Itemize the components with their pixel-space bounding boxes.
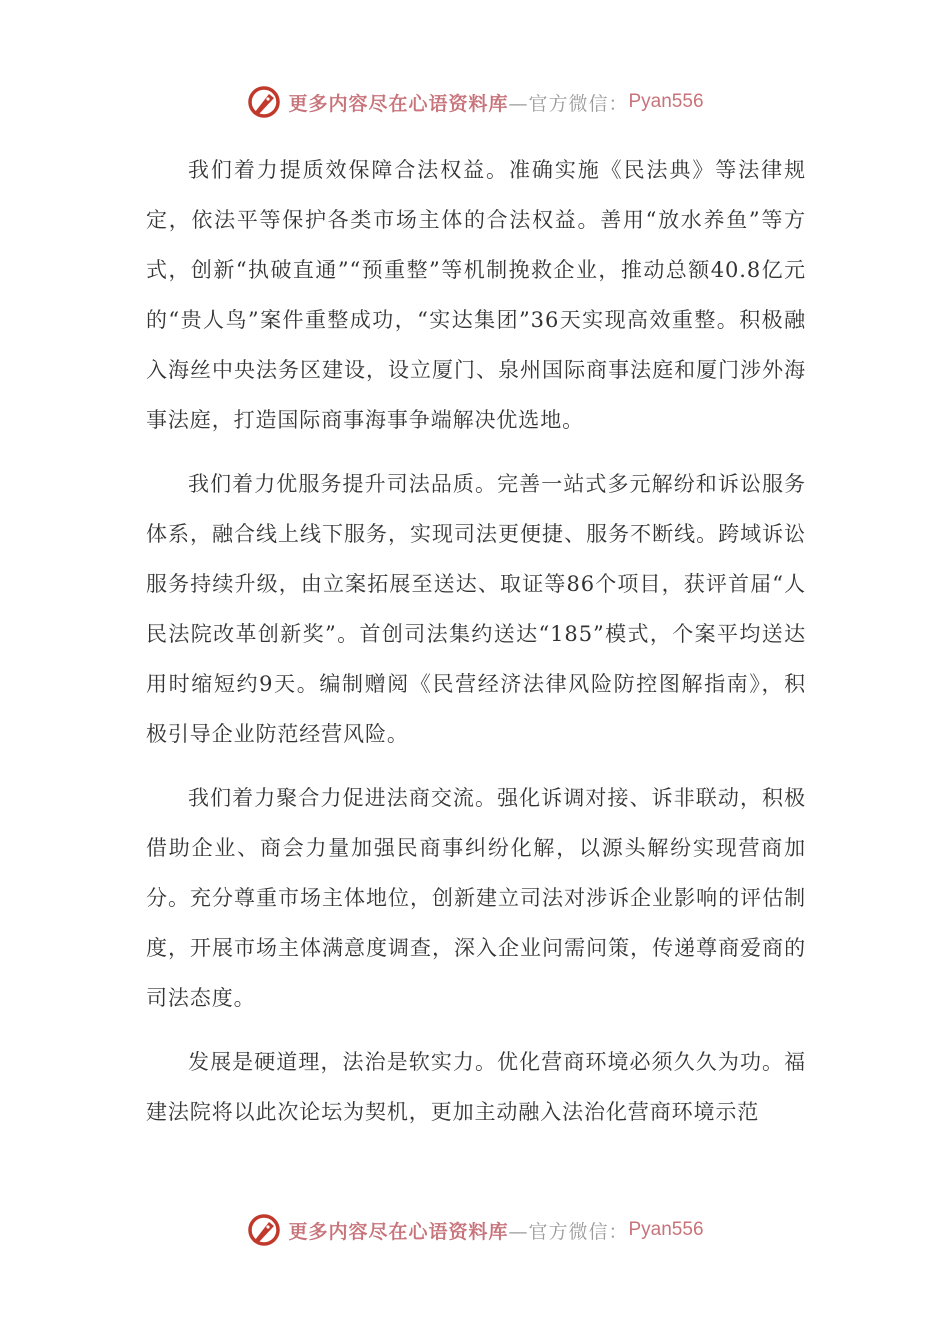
header-banner-main: 更多内容尽在心语资料库 (288, 92, 509, 115)
footer-banner-sub: —官方微信： (508, 1220, 629, 1243)
header-banner-text (288, 89, 703, 116)
header-banner (0, 82, 950, 122)
footer-banner (0, 1210, 950, 1250)
footer-banner-main: 更多内容尽在心语资料库 (288, 1220, 509, 1243)
pen-nib-logo-icon (246, 1212, 282, 1248)
header-banner-account-id: Pyan556 (628, 91, 704, 112)
document-body (146, 145, 806, 1151)
header-banner-sub: —官方微信： (508, 92, 629, 115)
footer-banner-account-id: Pyan556 (628, 1219, 704, 1240)
paragraph-1: 我们着力提质效保障合法权益。准确实施《民法典》等法律规定，依法平等保护各类市场主体的合法权益。善用“放水养鱼”等方式，创新“执破直通”“预重整”等机制挽救企业，推动总额40.8亿元的“贵人鸟”案件重整成功，“实达集团”36天实现高效重整。积极融入海丝中央法务区建设，设立厦门、泉州国际商事法庭和厦门涉外海事法庭，打造国际商事海事争端解决优选地。 (146, 158, 806, 432)
pen-nib-logo-icon (246, 84, 282, 120)
paragraph-2: 我们着力优服务提升司法品质。完善一站式多元解纷和诉讼服务体系，融合线上线下服务，实现司法更便捷、服务不断线。跨域诉讼服务持续升级，由立案拓展至送达、取证等86个项目，获评首届“人民法院改革创新奖”。首创司法集约送达“185”模式，个案平均送达用时缩短约9天。编制赠阅《民营经济法律风险防控图解指南》，积极引导企业防范经营风险。 (146, 472, 806, 746)
paragraph-3: 我们着力聚合力促进法商交流。强化诉调对接、诉非联动，积极借助企业、商会力量加强民商事纠纷化解，以源头解纷实现营商加分。充分尊重市场主体地位，创新建立司法对涉诉企业影响的评估制度，开展市场主体满意度调查，深入企业问需问策，传递尊商爱商的司法态度。 (146, 786, 806, 1010)
paragraph-4: 发展是硬道理，法治是软实力。优化营商环境必须久久为功。福建法院将以此次论坛为契机，更加主动融入法治化营商环境示范 (146, 1050, 806, 1124)
footer-banner-text (288, 1217, 703, 1244)
